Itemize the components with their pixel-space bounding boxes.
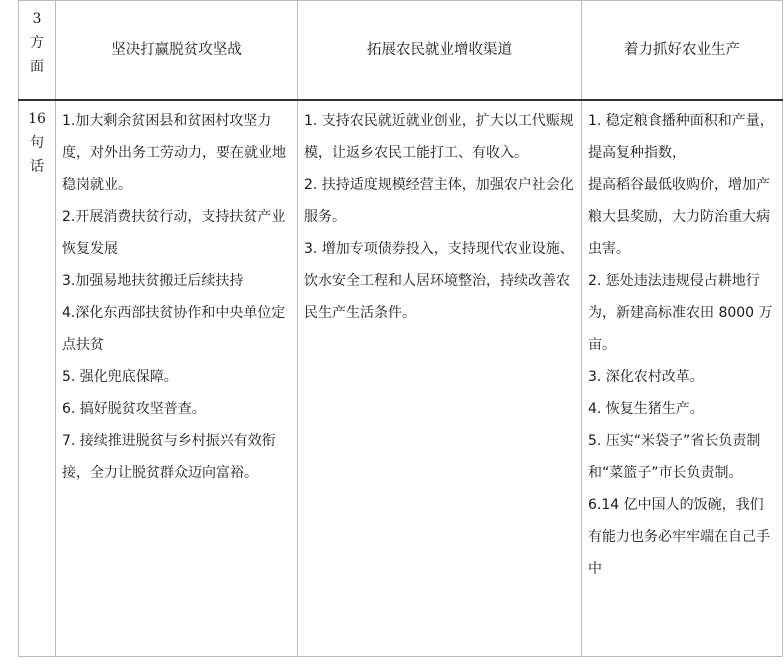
column-heading: 拓展农民就业增收渠道: [367, 42, 512, 58]
header-side-cell: [19, 1, 56, 101]
column-heading: 坚决打赢脱贫攻坚战: [111, 42, 242, 58]
body-col-1: [56, 100, 298, 657]
list-item: 6. 搞好脱贫攻坚普查。: [62, 401, 206, 417]
body-row: [19, 100, 783, 657]
body-side-cell: [19, 100, 56, 657]
body-side-label: [19, 101, 55, 179]
list-item: 2. 扶持适度规模经营主体，加强农户社会化服务。: [304, 177, 574, 225]
list-item: 6.14 亿中国人的饭碗，我们有能力也务必牢牢端在自己手中: [588, 497, 770, 577]
body-side-line: 16: [28, 111, 46, 127]
list-item: 1. 支持农民就近就业创业，扩大以工代赈规模，让返乡农民工能打工、有收入。: [304, 113, 574, 161]
item-list: [56, 101, 297, 489]
list-item: 3. 深化农村改革。: [588, 369, 704, 385]
list-item: 3.加强易地扶贫搬迁后续扶持: [62, 273, 244, 289]
header-col-3: [582, 1, 783, 101]
header-col-2: [298, 1, 582, 101]
body-col-3: [582, 100, 783, 657]
list-item: 2.开展消费扶贫行动，支持扶贫产业恢复发展: [62, 209, 286, 257]
column-heading: 着力抓好农业生产: [624, 42, 740, 58]
list-item: 1.加大剩余贫困县和贫困村攻坚力度，对外出务工劳动力，要在就业地稳岗就业。: [62, 113, 286, 193]
list-item: 3. 增加专项债券投入，支持现代农业设施、饮水安全工程和人居环境整治，持续改善农民生产生活条件。: [304, 241, 574, 321]
list-item: 5. 强化兜底保障。: [62, 369, 178, 385]
policy-table: [18, 0, 783, 657]
list-item: 1. 稳定粮食播种面积和产量，提高复种指数，: [588, 113, 774, 161]
body-side-line: 话: [30, 159, 44, 175]
body-side-line: 句: [30, 135, 44, 151]
list-item: 2. 惩处违法违规侵占耕地行为，新建高标准农田 8000 万亩。: [588, 273, 773, 353]
item-list: [298, 101, 581, 329]
body-col-2: [298, 100, 582, 657]
list-item: 提高稻谷最低收购价，增加产粮大县奖励，大力防治重大病虫害。: [588, 177, 770, 257]
header-side-label: [19, 1, 55, 79]
header-side-line: 面: [30, 59, 44, 75]
header-side-line: 方: [30, 35, 44, 51]
list-item: 5. 压实“米袋子”省长负责制和“菜篮子”市长负责制。: [588, 433, 761, 481]
list-item: 7. 接续推进脱贫与乡村振兴有效衔接，全力让脱贫群众迈向富裕。: [62, 433, 276, 481]
list-item: 4. 恢复生猪生产。: [588, 401, 704, 417]
list-item: 4.深化东西部扶贫协作和中央单位定点扶贫: [62, 305, 286, 353]
header-row: [19, 1, 783, 101]
header-col-1: [56, 1, 298, 101]
item-list: [582, 101, 782, 585]
header-side-line: 3: [32, 11, 42, 27]
